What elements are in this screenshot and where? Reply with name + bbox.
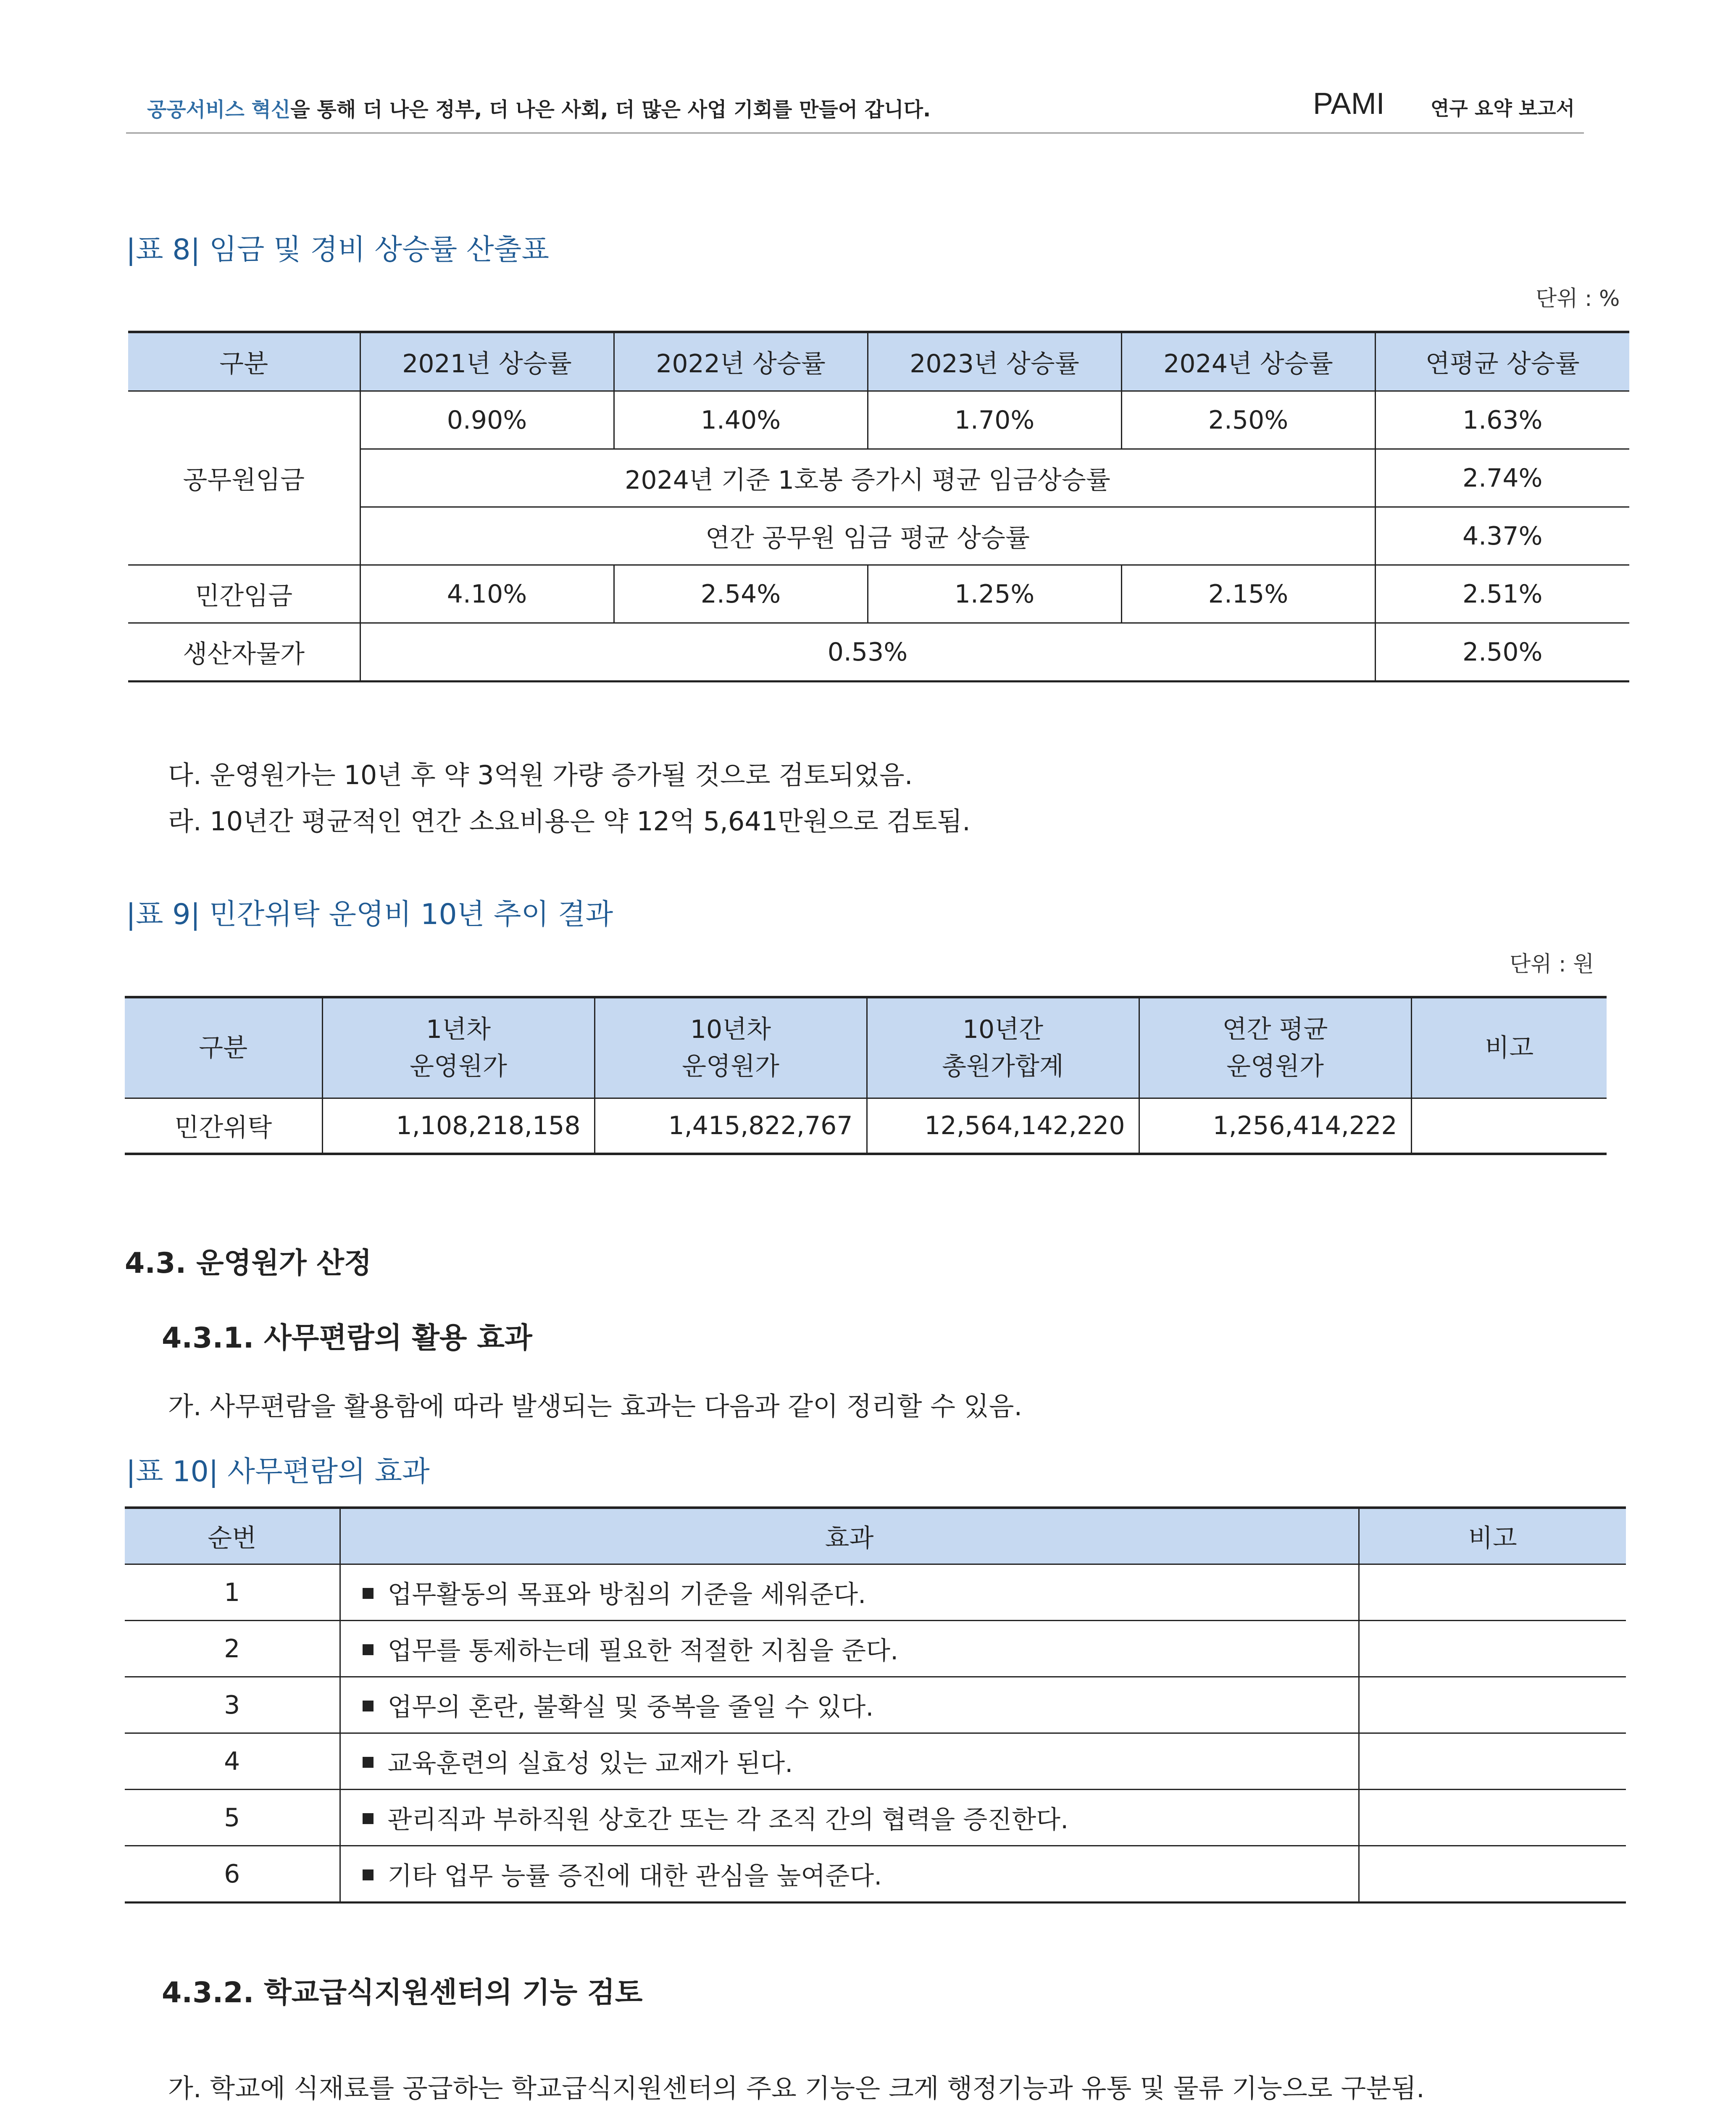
table-cell: 2.50%	[1375, 623, 1629, 682]
effect-text: 교육훈련의 실효성 있는 교재가 된다.	[387, 1748, 793, 1778]
table-cell: 민간위탁	[125, 1098, 322, 1154]
row-label-private-wage: 민간임금	[128, 565, 360, 623]
header-cell: 연평균 상승률	[1375, 332, 1629, 391]
wage-increase-table	[128, 331, 1629, 682]
effect-cell	[340, 1846, 1359, 1903]
header-cell	[125, 997, 322, 1098]
paragraph-item: 라. 10년간 평균적인 연간 소요비용은 약 12억 5,641만원으로 검토됨.	[168, 806, 971, 837]
header-cell	[867, 997, 1139, 1098]
header-line: 운영원가	[410, 1052, 507, 1081]
row-label-producer-price: 생산자물가	[128, 623, 360, 682]
table-row	[128, 565, 1629, 623]
header-report-type: 연구 요약 보고서	[1431, 97, 1575, 120]
header-line: 구분	[199, 1033, 248, 1063]
header-cell: 2024년 상승률	[1121, 332, 1375, 391]
effect-text: 업무를 통제하는데 필요한 적절한 지침을 준다.	[387, 1636, 899, 1666]
effect-text: 업무활동의 목표와 방침의 기준을 세워준다.	[387, 1580, 866, 1609]
paragraph-item: 가. 사무편람을 활용함에 따라 발생되는 효과는 다음과 같이 정리할 수 있음.	[168, 1391, 1023, 1422]
table9-caption: |표 9| 민간위탁 운영비 10년 추이 결과	[126, 898, 613, 931]
header-cell: 2023년 상승률	[868, 332, 1121, 391]
table-header-row	[125, 997, 1607, 1098]
header-cell	[594, 997, 867, 1098]
effect-cell	[340, 1621, 1359, 1677]
header-cell: 순번	[125, 1508, 340, 1564]
header-slogan-rest: 을 통해 더 나은 정부, 더 나은 사회, 더 많은 사업 기회를 만들어 갑니다.	[290, 98, 931, 121]
header-line: 비고	[1485, 1033, 1534, 1063]
table9-unit: 단위 : 원	[1510, 952, 1594, 977]
square-bullet-icon	[363, 1757, 374, 1768]
header-cell	[1411, 997, 1607, 1098]
table-row	[128, 391, 1629, 449]
table-cell	[1411, 1098, 1607, 1154]
table-cell: 1.70%	[868, 391, 1121, 449]
note-cell	[1359, 1733, 1626, 1790]
header-line: 운영원가	[682, 1052, 779, 1081]
table-cell: 1,256,414,222	[1139, 1098, 1411, 1154]
table-cell: 4.37%	[1375, 507, 1629, 565]
merged-cell: 0.53%	[360, 623, 1375, 682]
header-line: 10년차	[690, 1015, 771, 1044]
subsection-heading: 4.3.2. 학교급식지원센터의 기능 검토	[162, 1976, 643, 2009]
header-cell	[1139, 997, 1411, 1098]
subsection-heading: 4.3.1. 사무편람의 활용 효과	[162, 1322, 532, 1355]
header-brand: PAMI	[1313, 87, 1385, 121]
manual-effects-table	[125, 1506, 1626, 1904]
table-cell: 2.74%	[1375, 449, 1629, 507]
row-label-gov-wage: 공무원임금	[128, 391, 360, 565]
square-bullet-icon	[363, 1813, 374, 1824]
square-bullet-icon	[363, 1644, 374, 1655]
table-cell: 12,564,142,220	[867, 1098, 1139, 1154]
note-cell	[1359, 1790, 1626, 1846]
effect-cell	[340, 1564, 1359, 1621]
header-divider	[126, 132, 1584, 134]
header-line: 총원가합계	[942, 1052, 1064, 1081]
effect-text: 관리직과 부하직원 상호간 또는 각 조직 간의 협력을 증진한다.	[387, 1805, 1069, 1835]
outsourcing-cost-table	[125, 996, 1607, 1155]
table-row	[125, 1564, 1626, 1621]
header-cell	[322, 997, 594, 1098]
row-number: 5	[125, 1790, 340, 1846]
table-header-row	[125, 1508, 1626, 1564]
table-row	[125, 1846, 1626, 1903]
row-number: 1	[125, 1564, 340, 1621]
header-cell: 효과	[340, 1508, 1359, 1564]
header-line: 1년차	[426, 1015, 491, 1044]
table-cell: 2.15%	[1121, 565, 1375, 623]
paragraph-item: 가. 학교에 식재료를 공급하는 학교급식지원센터의 주요 기능은 크게 행정기능과 유통 및 물류 기능으로 구분됨.	[168, 2073, 1425, 2101]
effect-cell	[340, 1733, 1359, 1790]
table-header-row	[128, 332, 1629, 391]
header-cell: 구분	[128, 332, 360, 391]
table-cell: 2.50%	[1121, 391, 1375, 449]
merged-cell: 2024년 기준 1호봉 증가시 평균 임금상승률	[360, 449, 1375, 507]
table8-unit: 단위 : %	[1536, 286, 1620, 311]
table-cell: 1.40%	[614, 391, 868, 449]
effect-cell	[340, 1790, 1359, 1846]
header-cell: 비고	[1359, 1508, 1626, 1564]
effect-cell	[340, 1677, 1359, 1733]
table-cell: 4.10%	[360, 565, 614, 623]
effect-text: 업무의 혼란, 불확실 및 중복을 줄일 수 있다.	[387, 1692, 874, 1722]
table-cell: 0.90%	[360, 391, 614, 449]
table-row	[125, 1790, 1626, 1846]
row-number: 4	[125, 1733, 340, 1790]
header-slogan-highlight: 공공서비스 혁신	[147, 98, 291, 121]
square-bullet-icon	[363, 1869, 374, 1880]
header-cell: 2021년 상승률	[360, 332, 614, 391]
table-row	[125, 1677, 1626, 1733]
table-cell: 2.54%	[614, 565, 868, 623]
table-cell: 1.25%	[868, 565, 1121, 623]
note-cell	[1359, 1564, 1626, 1621]
table-cell: 2.51%	[1375, 565, 1629, 623]
table-row	[125, 1621, 1626, 1677]
row-number: 3	[125, 1677, 340, 1733]
header-line: 연간 평균	[1222, 1015, 1328, 1044]
section-heading: 4.3. 운영원가 산정	[125, 1247, 372, 1280]
square-bullet-icon	[363, 1588, 374, 1599]
row-number: 2	[125, 1621, 340, 1677]
merged-cell: 연간 공무원 임금 평균 상승률	[360, 507, 1375, 565]
paragraph-item: 다. 운영원가는 10년 후 약 3억원 가량 증가될 것으로 검토되었음.	[168, 760, 913, 790]
note-cell	[1359, 1621, 1626, 1677]
header-slogan	[147, 93, 931, 122]
effect-text: 기타 업무 능률 증진에 대한 관심을 높여준다.	[387, 1861, 882, 1891]
header-line: 운영원가	[1226, 1052, 1324, 1081]
square-bullet-icon	[363, 1701, 374, 1711]
table-cell: 1,415,822,767	[594, 1098, 867, 1154]
row-number: 6	[125, 1846, 340, 1903]
table10-caption: |표 10| 사무편람의 효과	[126, 1455, 430, 1488]
table-row	[128, 623, 1629, 682]
header-line: 10년간	[962, 1015, 1044, 1044]
table-row	[125, 1733, 1626, 1790]
table8-caption: |표 8| 임금 및 경비 상승률 산출표	[126, 233, 550, 266]
note-cell	[1359, 1846, 1626, 1903]
header-cell: 2022년 상승률	[614, 332, 868, 391]
note-cell	[1359, 1677, 1626, 1733]
table-cell: 1,108,218,158	[322, 1098, 594, 1154]
table-cell: 1.63%	[1375, 391, 1629, 449]
table-row	[125, 1098, 1607, 1154]
